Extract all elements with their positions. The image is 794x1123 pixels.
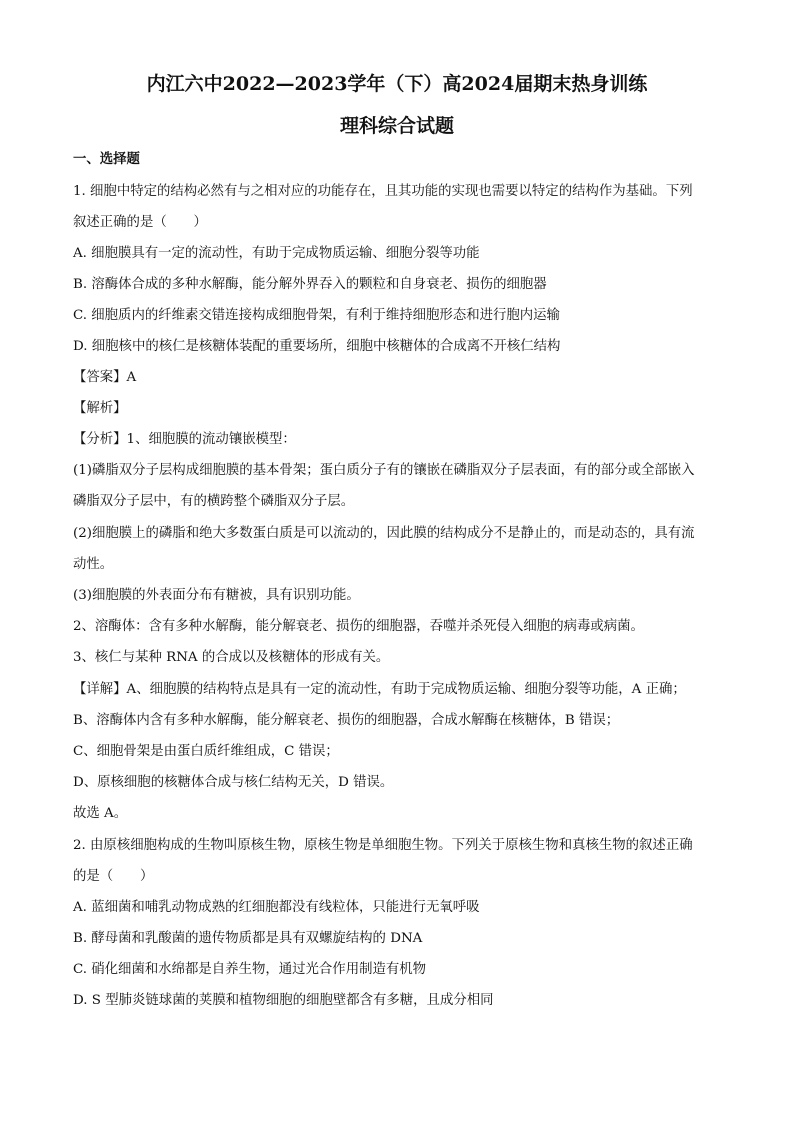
question-1-stem: 1. 细胞中特定的结构必然有与之相对应的功能存在，且其功能的实现也需要以特定的结构作为基础。下列 (73, 184, 693, 199)
question-1-stem-cont: 叙述正确的是（ ） (73, 215, 207, 230)
question-1-option-a: A. 细胞膜具有一定的流动性，有助于完成物质运输、细胞分裂等功能 (73, 246, 480, 261)
analysis-line: 2、溶酶体：含有多种水解酶，能分解衰老、损伤的细胞器，吞噬并杀死侵入细胞的病毒或病菌。 (73, 619, 644, 634)
detail-line: C、细胞骨架是由蛋白质纤维组成，C 错误； (73, 744, 339, 759)
explanation-label: 【解析】 (73, 401, 127, 416)
analysis-line: 磷脂双分子层中，有的横跨整个磷脂双分子层。 (73, 494, 355, 509)
answer-label: 【答案】A (73, 370, 137, 385)
question-2-option-b: B. 酵母菌和乳酸菌的遗传物质都是具有双螺旋结构的 DNA (73, 931, 423, 946)
conclusion-line: 故选 A。 (73, 806, 128, 821)
question-1-option-b: B. 溶酶体合成的多种水解酶，能分解外界吞入的颗粒和自身衰老、损伤的细胞器 (73, 277, 547, 292)
question-2-stem: 2. 由原核细胞构成的生物叫原核生物，原核生物是单细胞生物。下列关于原核生物和真核生物的叙述正确 (73, 838, 693, 853)
question-1-option-d: D. 细胞核中的核仁是核糖体装配的重要场所，细胞中核糖体的合成离不开核仁结构 (73, 339, 561, 354)
question-2-option-d: D. S 型肺炎链球菌的荚膜和植物细胞的细胞壁都含有多糖，且成分相同 (73, 993, 494, 1008)
detail-line: B、溶酶体内含有多种水解酶，能分解衰老、损伤的细胞器，合成水解酶在核糖体，B 错误； (73, 713, 620, 728)
question-2-option-a: A. 蓝细菌和哺乳动物成熟的红细胞都没有线粒体，只能进行无氧呼吸 (73, 900, 480, 915)
detail-line: D、原核细胞的核糖体合成与核仁结构无关，D 错误。 (73, 775, 394, 790)
page-subtitle: 理科综合试题 (339, 115, 454, 137)
analysis-line: (1)磷脂双分子层构成细胞膜的基本骨架；蛋白质分子有的镶嵌在磷脂双分子层表面，有的部分或全部嵌入 (73, 463, 695, 478)
question-2-stem-cont: 的是（ ） (73, 869, 154, 884)
question-1-option-c: C. 细胞质内的纤维素交错连接构成细胞骨架，有利于维持细胞形态和进行胞内运输 (73, 308, 560, 323)
detail-line: 【详解】A、细胞膜的结构特点是具有一定的流动性，有助于完成物质运输、细胞分裂等功能，A 正确； (73, 682, 686, 697)
section-heading: 一、选择题 (73, 151, 140, 167)
analysis-heading: 【分析】1、细胞膜的流动镶嵌模型： (73, 432, 296, 447)
page-title: 内江六中2022—2023学年（下）高2024届期末热身训练 (146, 73, 648, 95)
analysis-line: (2)细胞膜上的磷脂和绝大多数蛋白质是可以流动的，因此膜的结构成分不是静止的，而是动态的，具有流 (73, 526, 695, 541)
question-2-option-c: C. 硝化细菌和水绵都是自养生物，通过光合作用制造有机物 (73, 962, 427, 977)
analysis-line: (3)细胞膜的外表面分布有糖被，具有识别功能。 (73, 588, 360, 603)
analysis-line: 动性。 (73, 557, 114, 572)
analysis-line: 3、核仁与某种 RNA 的合成以及核糖体的形成有关。 (73, 650, 390, 665)
